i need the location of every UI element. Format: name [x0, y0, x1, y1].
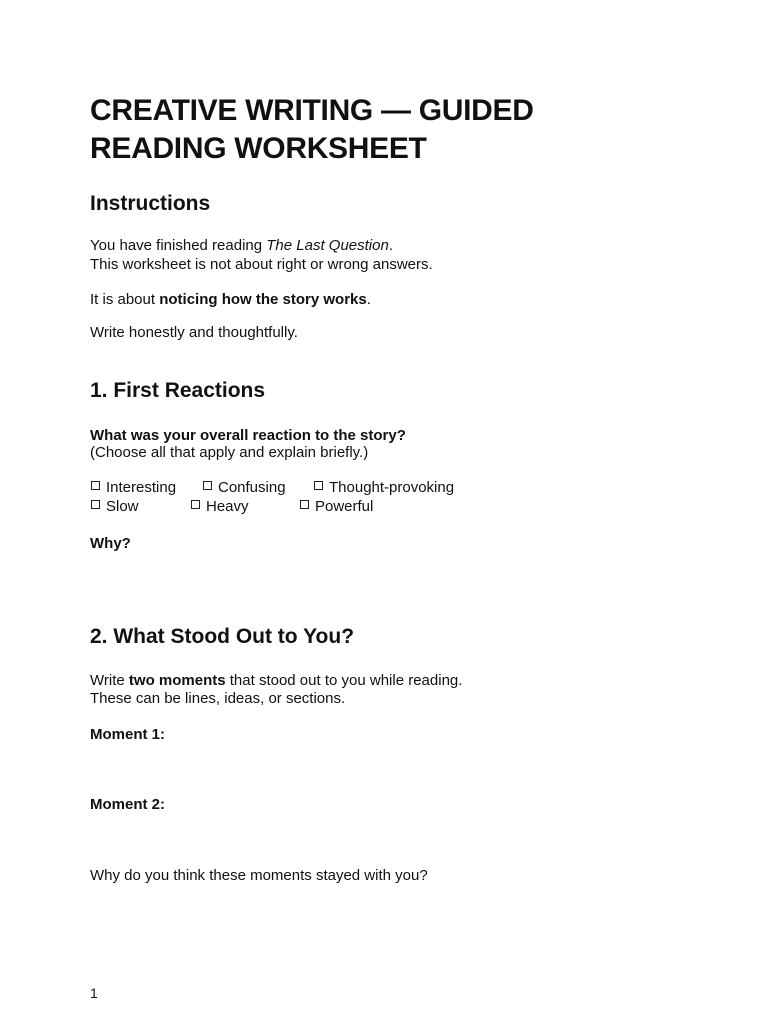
section-2-p1-prefix: Write — [90, 672, 129, 689]
option-label: Heavy — [206, 498, 249, 515]
section-1-subnote: (Choose all that apply and explain briefly.) — [90, 444, 369, 461]
checkbox-icon[interactable] — [203, 481, 212, 490]
moments-why-question: Why do you think these moments stayed with you? — [90, 867, 428, 884]
option-heavy[interactable] — [191, 497, 249, 516]
instructions-heading: Instructions — [90, 192, 211, 215]
section-2-p1-emphasis: two moments — [128, 672, 226, 689]
section-2-p1-suffix: that stood out to you while reading. — [225, 672, 463, 689]
option-confusing[interactable] — [203, 478, 286, 497]
why-label: Why? — [90, 535, 131, 552]
option-slow[interactable] — [91, 497, 139, 516]
moment-1-label: Moment 1: — [90, 726, 165, 743]
option-label: Thought-provoking — [329, 479, 455, 496]
section-2-heading: 2. What Stood Out to You? — [90, 625, 355, 648]
page-number: 1 — [90, 985, 98, 1001]
checkbox-icon[interactable] — [91, 500, 100, 509]
instructions-p2-suffix: . — [366, 291, 371, 308]
instructions-paragraph-2 — [90, 290, 371, 309]
section-2-paragraph-1 — [90, 671, 462, 690]
checkbox-icon[interactable] — [314, 481, 323, 490]
option-label: Confusing — [218, 479, 286, 496]
instructions-paragraph-3: Write honestly and thoughtfully. — [90, 324, 298, 341]
instructions-p1-prefix: You have finished reading — [90, 237, 267, 254]
instructions-paragraph-1-line-2: This worksheet is not about right or wrong answers. — [90, 256, 433, 273]
moment-2-label: Moment 2: — [90, 796, 165, 813]
option-label: Powerful — [315, 498, 374, 515]
section-1-question: What was your overall reaction to the story? — [90, 427, 406, 444]
worksheet-title-line-1: CREATIVE WRITING — GUIDED — [90, 94, 534, 127]
worksheet-page — [90, 0, 730, 1024]
instructions-p1-suffix: . — [388, 237, 393, 254]
option-label: Slow — [106, 498, 139, 515]
instructions-paragraph-1 — [90, 236, 393, 255]
section-1-heading: 1. First Reactions — [90, 379, 266, 402]
checkbox-icon[interactable] — [91, 481, 100, 490]
option-powerful[interactable] — [300, 497, 373, 516]
checkbox-icon[interactable] — [300, 500, 309, 509]
instructions-p2-emphasis: noticing how the story works — [159, 291, 367, 308]
instructions-p2-prefix: It is about — [90, 291, 160, 308]
option-thought-provoking[interactable] — [314, 478, 454, 497]
checkbox-icon[interactable] — [191, 500, 200, 509]
option-label: Interesting — [106, 479, 177, 496]
book-title: The Last Question — [266, 237, 389, 254]
option-interesting[interactable] — [91, 478, 176, 497]
worksheet-title-line-2: READING WORKSHEET — [90, 132, 427, 165]
section-2-paragraph-1-line-2: These can be lines, ideas, or sections. — [90, 690, 346, 707]
